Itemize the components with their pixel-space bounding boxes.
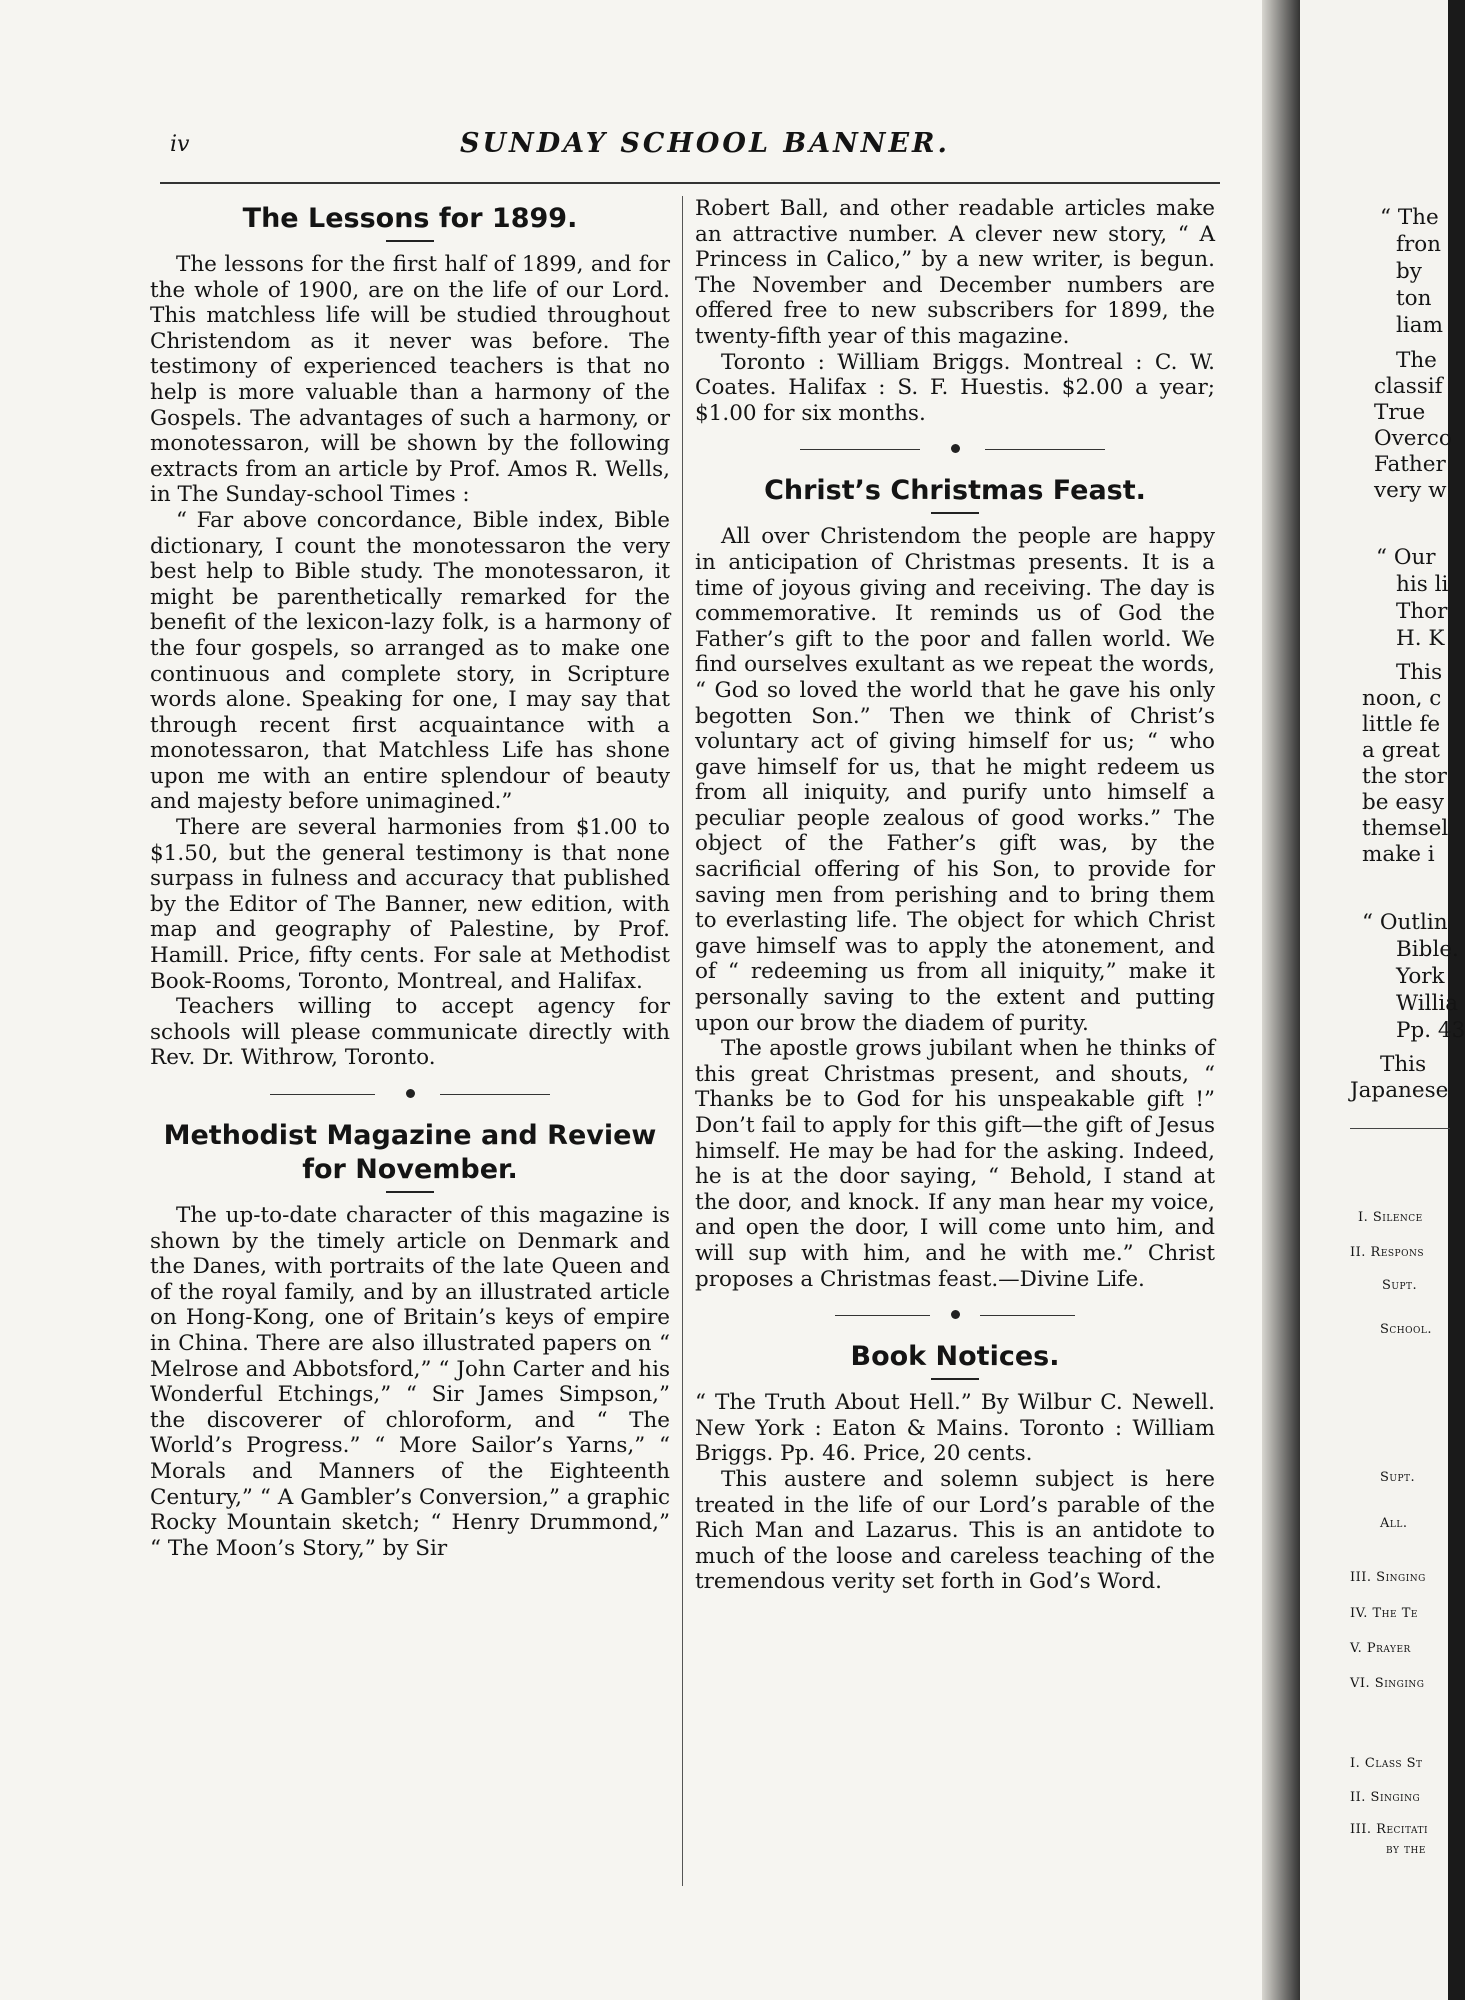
program-line: by the (1386, 1842, 1426, 1857)
paragraph: Robert Ball, and other readable articles make an attractive number. A clever new story, “ A Princess in Calico,” by a new writer, is begun. The November and December numbers are offered free to new subscribers for 1899, the twenty-fifth year of this magazine. (695, 196, 1215, 349)
title-rule (931, 512, 979, 514)
lessons-article (150, 202, 670, 1071)
paragraph: The lessons for the first half of 1899, and for the whole of 1900, are on the life of our Lord. This matchless life will be studied throughout Christendom as it never was before. The testimony of experienced teachers is that no help is more valuable than a harmony of the Gospels. The advantages of such a harmony, or monotessaron, will be shown by the following extracts from an article by Prof. Amos R. Wells, in The Sunday-school Times : (150, 252, 670, 508)
program-line: School. (1380, 1322, 1433, 1337)
adjacent-text-line: classif (1374, 374, 1443, 399)
adjacent-text-line: little fe (1362, 712, 1441, 737)
paragraph: All over Christendom the people are happy in anticipation of Christmas presents. It is a time of joyous giving and receiving. The day is commemorative. It reminds us of God the Father’s gift to the poor and fallen world. We find ourselves exultant as we repeat the words, “ God so loved the world that he gave his only begotten Son.” Then we think of Christ’s voluntary act of giving himself for us; “ who gave himself for us, that he might redeem us from all iniquity, and purify unto himself a peculiar people zealous of good works.” The object of the Father’s gift was, by the sacrificial offering of his Son, to provide for saving men from perishing and to bring them to everlasting life. The object for which Christ gave himself was to apply the atonement, and of “ redeeming us from all iniquity,” make it personally saving to the extent and putting upon our brow the diadem of purity. (695, 524, 1215, 1036)
books-article (695, 1340, 1215, 1595)
adjacent-text-line: Thor (1396, 599, 1448, 624)
section-ornament (695, 1302, 1215, 1330)
adjacent-text-line: The (1396, 348, 1437, 373)
adjacent-text-line: liam (1396, 313, 1443, 338)
program-line: III. Recitati (1350, 1822, 1429, 1837)
section-ornament (695, 436, 1215, 464)
paragraph: The apostle grows jubilant when he thinks of this great Christmas present, and shouts, “ Thanks be to God for his unspeakable gift !” Don’t fail to apply for this gift—the gift of Jesus himself. He may be had for the asking. Indeed, he is at the door saying, “ Behold, I stand at the door, and knock. If any man hear my voice, and open the door, I will come unto him, and will sup with him, and he with me.” Christ proposes a Christmas feast.—Divine Life. (695, 1036, 1215, 1292)
paragraph: The up-to-date character of this magazine is shown by the timely article on Denmark and the Danes, with portraits of the late Queen and of the royal family, and by an illustrated article on Hong-Kong, one of Britain’s keys of empire in China. There are also illustrated papers on “ Melrose and Abbotsford,” “ John Carter and his Wonderful Etchings,” “ Sir James Simpson,” the discoverer of chloroform, and “ The World’s Progress.” “ More Sailor’s Yarns,” “ Morals and Manners of the Eighteenth Century,” “ A Gambler’s Conversion,” a graphic Rocky Mountain sketch; “ Henry Drummond,” “ The Moon’s Story,” by Sir (150, 1203, 670, 1561)
adjacent-text-line: Overco (1374, 426, 1452, 451)
magazine-article (150, 1119, 670, 1561)
adjacent-text-line: fron (1396, 232, 1442, 257)
page-header (160, 128, 1220, 168)
program-line: Supt. (1382, 1278, 1418, 1293)
feast-title: Christ’s Christmas Feast. (764, 475, 1146, 507)
section-ornament (150, 1081, 670, 1109)
adjacent-text-line: noon, c (1362, 686, 1442, 711)
paragraph: This austere and solemn subject is here treated in the life of our Lord’s parable of the Rich Man and Lazarus. This is an antidote to much of the loose and careless teaching of the tremendous verity set forth in God’s Word. (695, 1466, 1215, 1595)
column-divider (682, 196, 683, 1886)
header-rule (160, 182, 1220, 184)
program-line: III. Singing (1350, 1570, 1426, 1585)
adjacent-text-line: This (1396, 660, 1443, 685)
paragraph: Toronto : William Briggs. Montreal : C. W. Coates. Halifax : S. F. Huestis. $2.00 a year; $1.00 for six months. (695, 349, 1215, 426)
page-number: iv (170, 132, 190, 157)
adjacent-text-line: the stor (1362, 764, 1447, 789)
title-rule (386, 240, 434, 242)
paragraph: There are several harmonies from $1.00 to $1.50, but the general testimony is that none surpass in fulness and accuracy that published by the Editor of The Banner, new edition, with map and geography of Palestine, by Prof. Hamill. Price, fifty cents. For sale at Methodist Book-Rooms, Toronto, Montreal, and Halifax. (150, 815, 670, 994)
adjacent-text-line: H. K (1396, 626, 1445, 651)
program-line: I. Class St (1350, 1756, 1423, 1771)
adjacent-text-line: Bible. (1396, 937, 1459, 962)
adjacent-text-line: This (1380, 1052, 1427, 1077)
adjacent-text-line: by (1396, 259, 1422, 284)
program-line: IV. The Te (1350, 1606, 1418, 1621)
program-line: VI. Singing (1350, 1676, 1425, 1691)
title-rule (931, 1378, 979, 1380)
adjacent-text-line: make i (1362, 842, 1435, 867)
adjacent-text-line: be easy (1362, 790, 1445, 815)
program-line: V. Prayer (1350, 1641, 1411, 1656)
adjacent-text-line: Father (1374, 452, 1446, 477)
adjacent-rule (1350, 1128, 1450, 1129)
left-column (150, 196, 670, 1561)
feast-article (695, 474, 1215, 1292)
adjacent-text-line: Willia (1396, 991, 1459, 1016)
adjacent-text-line: ton (1396, 286, 1432, 311)
adjacent-text-line: “ The (1380, 205, 1439, 230)
adjacent-text-line: True (1374, 400, 1426, 425)
title-rule (386, 1191, 434, 1193)
adjacent-text-line: a great (1362, 738, 1440, 763)
paragraph: “ Far above concordance, Bible index, Bible dictionary, I count the monotessaron the very best help to Bible study. The monotessaron, it might be parenthetically remarked for the benefit of the lexicon-lazy folk, is a harmony of the four gospels, so arranged as to make one continuous and complete story, in Scripture words alone. Speaking for one, I may say that through recent first acquaintance with a monotessaron, that Matchless Life has shone upon me with an entire splendour of beauty and majesty before unimagined.” (150, 507, 670, 815)
adjacent-text-line: themsel (1362, 816, 1449, 841)
page-gutter-shadow (1262, 0, 1302, 2000)
program-line: Supt. (1380, 1470, 1416, 1485)
running-title: SUNDAY SCHOOL BANNER. (460, 128, 950, 159)
program-line: II. Respons (1350, 1245, 1425, 1260)
adjacent-page (1300, 0, 1465, 2000)
books-title: Book Notices. (850, 1341, 1060, 1373)
adjacent-text-line: “ Our (1376, 545, 1436, 570)
program-line: I. Silence (1358, 1210, 1423, 1225)
paragraph: “ The Truth About Hell.” By Wilbur C. Newell. New York : Eaton & Mains. Toronto : William Briggs. Pp. 46. Price, 20 cents. (695, 1390, 1215, 1467)
magazine-title: Methodist Magazine and Review for November. (163, 1120, 657, 1185)
lessons-title: The Lessons for 1899. (242, 203, 578, 234)
adjacent-text-line: his li (1396, 572, 1449, 597)
program-line: II. Singing (1350, 1790, 1421, 1805)
adjacent-text-line: Japanese (1350, 1078, 1449, 1103)
magazine-continued (695, 196, 1215, 426)
adjacent-text-line: York (1396, 964, 1445, 989)
adjacent-text-line: Pp. 43 (1396, 1018, 1465, 1043)
adjacent-text-line: very w (1374, 478, 1447, 503)
adjacent-text-line: “ Outlin (1362, 910, 1448, 935)
program-line: All. (1380, 1516, 1408, 1531)
right-column (695, 196, 1215, 1595)
paragraph: Teachers willing to accept agency for schools will please communicate directly with Rev. Dr. Withrow, Toronto. (150, 994, 670, 1071)
